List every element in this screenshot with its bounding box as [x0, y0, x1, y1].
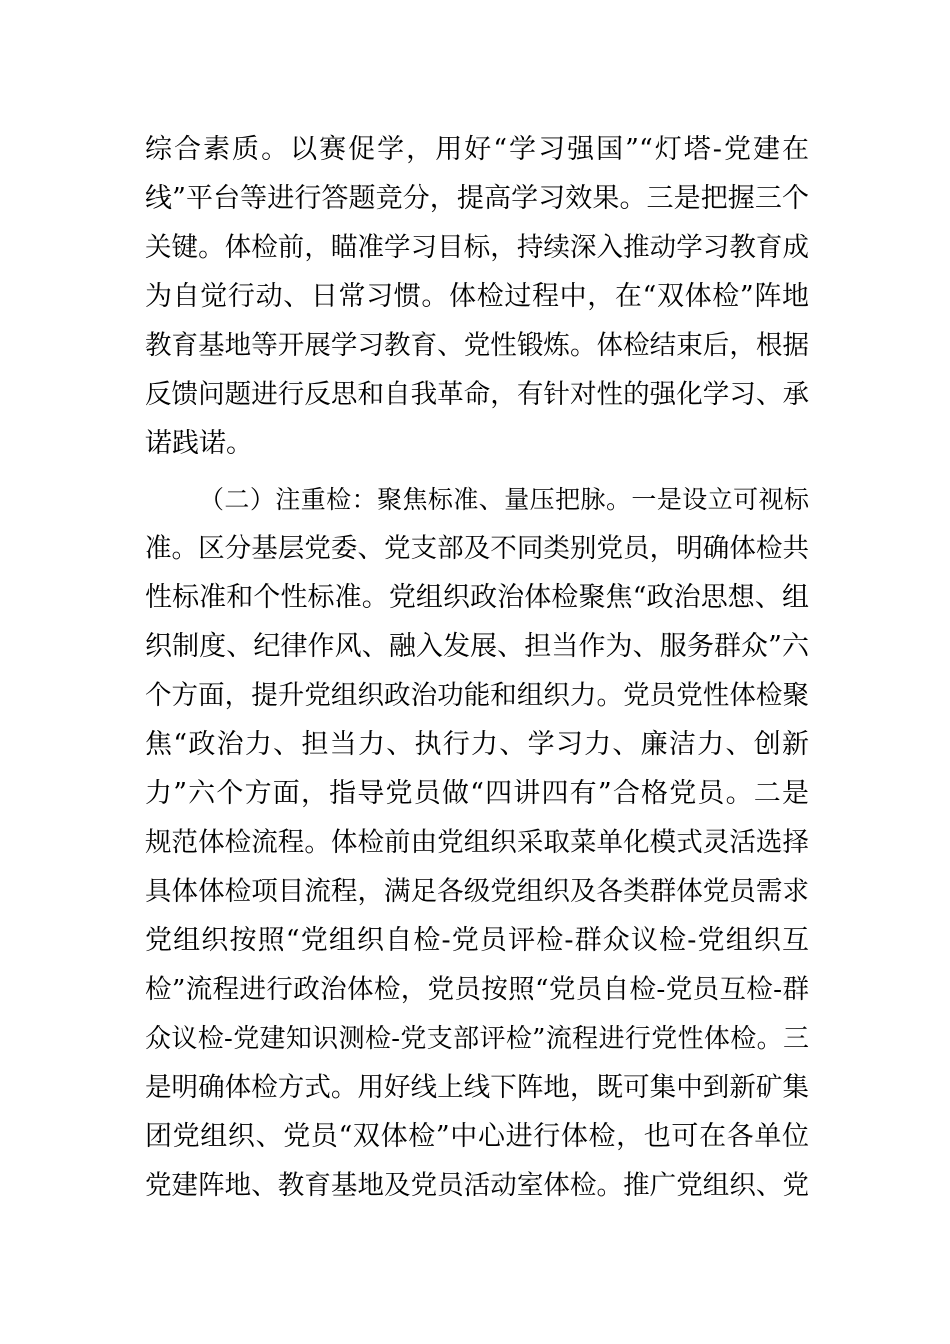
paragraph-1-line-2: 线”平台等进行答题竞分，提高学习效果。三是把握三个: [145, 183, 809, 214]
paragraph-2-line-12: 众议检-党建知识测检-党支部评检”流程进行党性体检。三: [145, 1024, 809, 1054]
paragraph-2-line-5: 个方面，提升党组织政治功能和组织力。党员党性体检聚: [145, 680, 809, 711]
paragraph-2-line-10: 党组织按照“党组织自检-党员评检-群众议检-党组织互: [145, 925, 809, 956]
paragraph-1-line-4: 为自觉行动、日常习惯。体检过程中，在“双体检”阵地: [145, 281, 809, 312]
paragraph-2-line-3: 性标准和个性标准。党组织政治体检聚焦“政治思想、组: [145, 582, 809, 613]
paragraph-2-line-4: 织制度、纪律作风、融入发展、担当作为、服务群众”六: [145, 631, 809, 662]
paragraph-2-line-15: 党建阵地、教育基地及党员活动室体检。推广党组织、党: [145, 1170, 809, 1201]
paragraph-2-line-13: 是明确体检方式。用好线上线下阵地，既可集中到新矿集: [145, 1072, 809, 1103]
paragraph-2-line-7: 力”六个方面，指导党员做“四讲四有”合格党员。二是: [145, 778, 809, 809]
paragraph-1-line-3: 关键。体检前，瞄准学习目标，持续深入推动学习教育成: [145, 232, 809, 263]
paragraph-2-line-1: （二）注重检：聚焦标准、量压把脉。一是设立可视标: [199, 485, 809, 514]
paragraph-1-line-5: 教育基地等开展学习教育、党性锻炼。体检结束后，根据: [145, 330, 809, 361]
paragraph-1-line-7: 诺践诺。: [145, 428, 253, 459]
paragraph-2-line-6: 焦“政治力、担当力、执行力、学习力、廉洁力、创新: [145, 729, 809, 760]
paragraph-2-line-14: 团党组织、党员“双体检”中心进行体检，也可在各单位: [145, 1121, 809, 1152]
paragraph-1-line-1: 综合素质。以赛促学，用好“学习强国”“灯塔-党建在: [145, 134, 809, 165]
paragraph-2-line-11: 检”流程进行政治体检，党员按照“党员自检-党员互检-群: [145, 974, 809, 1005]
paragraph-2-line-8: 规范体检流程。体检前由党组织采取菜单化模式灵活选择: [145, 827, 809, 858]
paragraph-1-line-6: 反馈问题进行反思和自我革命，有针对性的强化学习、承: [145, 379, 809, 410]
paragraph-2-line-9: 具体体检项目流程，满足各级党组织及各类群体党员需求: [145, 876, 809, 907]
paragraph-2-line-2: 准。区分基层党委、党支部及不同类别党员，明确体检共: [145, 533, 809, 564]
